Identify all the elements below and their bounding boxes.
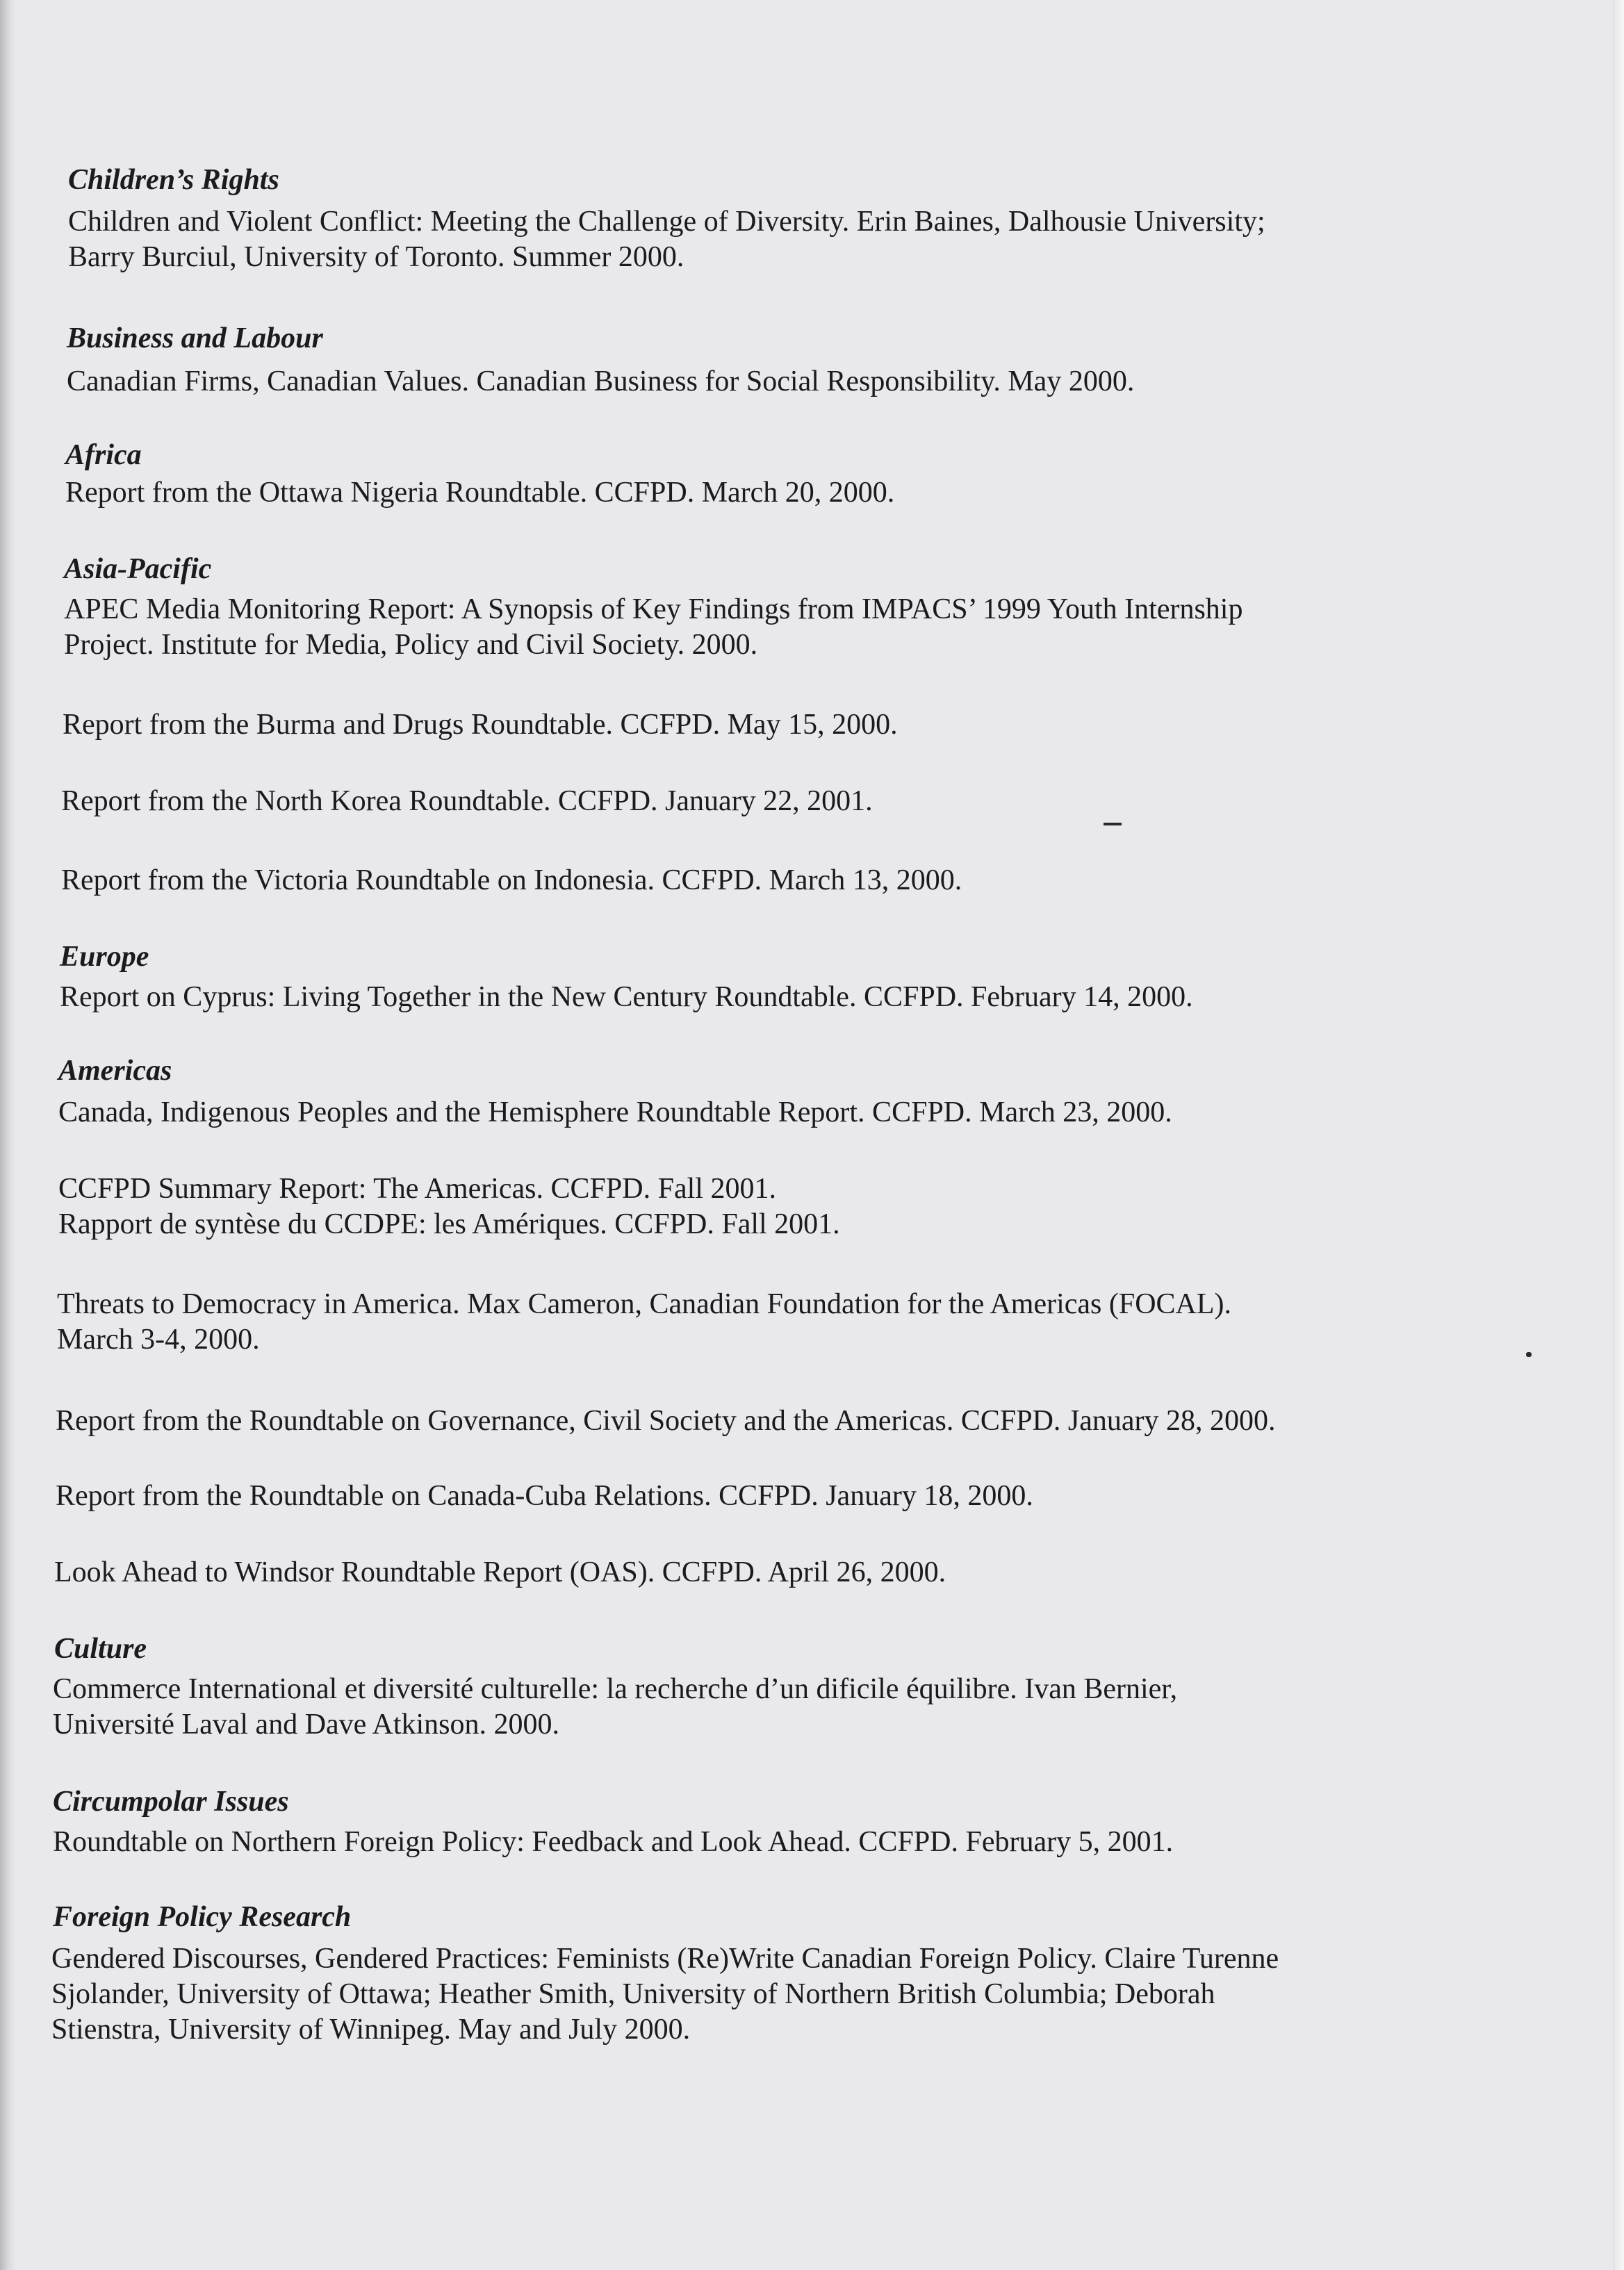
entry-line: Report from the Ottawa Nigeria Roundtable. CCFPD. March 20, 2000. [65, 477, 895, 509]
entry-line: Look Ahead to Windsor Roundtable Report (OAS). CCFPD. April 26, 2000. [54, 1556, 946, 1588]
section-heading-circumpolar: Circumpolar Issues [53, 1786, 289, 1818]
entry-canada-cuba [56, 1479, 1033, 1514]
stray-dash-mark [1104, 823, 1122, 825]
entry-commerce-international [53, 1672, 1177, 1743]
entry-line: Barry Burciul, University of Toronto. Summer 2000. [68, 241, 684, 273]
stray-dot-mark [1526, 1352, 1532, 1357]
entry-line: Stienstra, University of Winnipeg. May and July 2000. [51, 2014, 691, 2046]
entry-canadian-firms [67, 364, 1134, 400]
entry-line: APEC Media Monitoring Report: A Synopsis of Key Findings from IMPACS’ 1999 Youth Internship [64, 593, 1243, 625]
section-heading-business-labour: Business and Labour [67, 322, 323, 354]
section-heading-americas: Americas [58, 1055, 172, 1087]
entry-threats-democracy [57, 1287, 1231, 1358]
entry-cyprus [60, 980, 1193, 1015]
entry-line: Sjolander, University of Ottawa; Heather Smith, University of Northern British Columbia; Deborah [51, 1978, 1215, 2010]
entry-line: Report from the Victoria Roundtable on Indonesia. CCFPD. March 13, 2000. [61, 864, 962, 896]
section-heading-africa: Africa [65, 439, 142, 471]
entry-indigenous-peoples [58, 1095, 1172, 1130]
entry-line: Gendered Discourses, Gendered Practices: Feminists (Re)Write Canadian Foreign Policy. Claire Turenne [51, 1943, 1279, 1975]
section-heading-asia-pacific: Asia-Pacific [64, 553, 212, 585]
entry-windsor [54, 1555, 946, 1590]
section-heading-foreign-policy-research: Foreign Policy Research [53, 1901, 352, 1933]
entry-line: Report from the Burma and Drugs Roundtable. CCFPD. May 15, 2000. [63, 709, 898, 741]
entry-ottawa-nigeria [65, 475, 894, 511]
entry-apec-media [64, 592, 1242, 663]
entry-gendered-discourses [51, 1941, 1279, 2048]
entry-line: Report from the Roundtable on Canada-Cuba Relations. CCFPD. January 18, 2000. [56, 1480, 1033, 1512]
entry-line: Children and Violent Conflict: Meeting the Challenge of Diversity. Erin Baines, Dalhousie University; [68, 206, 1265, 238]
entry-line: Report on Cyprus: Living Together in the New Century Roundtable. CCFPD. February 14, 2000. [60, 981, 1193, 1013]
entry-line: Commerce International et diversité culturelle: la recherche d’un dificile équilibre. Ivan Bernier, [53, 1673, 1178, 1705]
entry-children-violent-conflict [68, 204, 1265, 275]
entry-line: Canadian Firms, Canadian Values. Canadian Business for Social Responsibility. May 2000. [67, 365, 1135, 397]
entry-governance-civil-society [56, 1404, 1276, 1439]
entry-north-korea [61, 784, 873, 819]
entry-line: Threats to Democracy in America. Max Cameron, Canadian Foundation for the Americas (FOCAL). [57, 1288, 1232, 1320]
entry-line: Université Laval and Dave Atkinson. 2000. [53, 1709, 560, 1741]
entry-line: Project. Institute for Media, Policy and Civil Society. 2000. [64, 629, 758, 661]
entry-burma-drugs [63, 707, 898, 743]
entry-line: Rapport de syntèse du CCDPE: les Amériques. CCFPD. Fall 2001. [58, 1208, 840, 1240]
entry-ccfpd-summary [58, 1171, 840, 1242]
entry-line: CCFPD Summary Report: The Americas. CCFPD. Fall 2001. [58, 1173, 776, 1205]
entry-line: Report from the North Korea Roundtable. CCFPD. January 22, 2001. [61, 785, 873, 817]
entry-line: Roundtable on Northern Foreign Policy: Feedback and Look Ahead. CCFPD. February 5, 2001. [53, 1826, 1174, 1858]
entry-victoria-indonesia [61, 863, 962, 898]
entry-line: Canada, Indigenous Peoples and the Hemisphere Roundtable Report. CCFPD. March 23, 2000. [58, 1096, 1172, 1128]
entry-line: March 3-4, 2000. [57, 1324, 260, 1356]
entry-northern-foreign-policy [53, 1825, 1173, 1860]
entry-line: Report from the Roundtable on Governance, Civil Society and the Americas. CCFPD. January 28, 2000. [56, 1405, 1276, 1437]
section-heading-childrens-rights: Children’s Rights [68, 164, 279, 196]
section-heading-culture: Culture [54, 1633, 147, 1665]
section-heading-europe: Europe [60, 941, 149, 973]
